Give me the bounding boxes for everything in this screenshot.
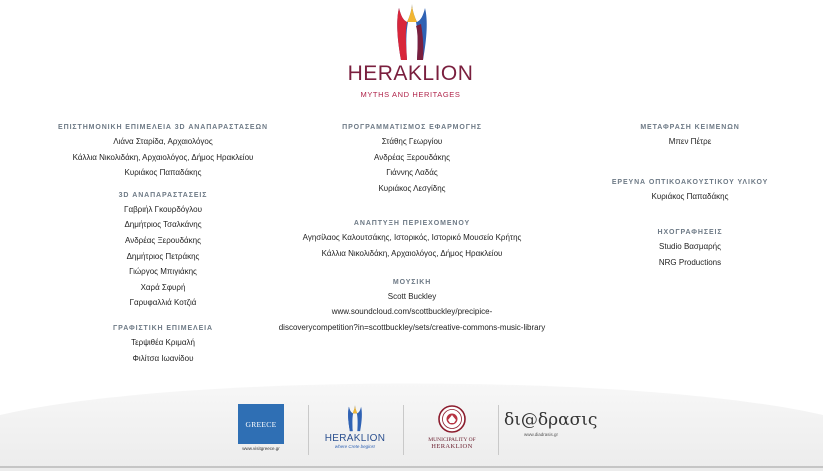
credit-line: NRG Productions — [658, 257, 722, 267]
credit-line: Κάλλια Νικολιδάκη, Αρχαιολόγος, Δήμος Ηρακλείου — [72, 152, 254, 162]
credit-line: Scott Buckley — [387, 291, 437, 301]
bottom-divider — [0, 466, 823, 468]
credit-line: Γιώργος Μπιγιάκης — [129, 267, 197, 277]
heading-graphic-design: ΓΡΑΦΙΣΤΙΚΗ ΕΠΙΜΕΛΕΙΑ — [113, 324, 213, 332]
heading-translation: ΜΕΤΑΦΡΑΣΗ ΚΕΙΜΕΝΩΝ — [640, 124, 740, 131]
music-link[interactable]: www.soundcloud.com/scottbuckley/precipice- — [331, 307, 493, 317]
heading-music: ΜΟΥΣΙΚΗ — [392, 278, 432, 286]
credit-line: Λιάνα Σταρίδα, Αρχαιολόγος — [113, 137, 213, 146]
credit-line: Αγησίλαος Καλουτσάκης, Ιστορικός, Ιστορικό Μουσείο Κρήτης — [302, 233, 522, 243]
credit-line: Φιλίτσα Ιωανίδου — [132, 353, 194, 363]
municipality-logo[interactable] — [412, 404, 492, 460]
heading-app-programming: ΠΡΟΓΡΑΜΜΑΤΙΣΜΟΣ ΕΦΑΡΜΟΓΗΣ — [342, 124, 482, 131]
greece-wordmark: GREECE — [245, 420, 277, 429]
diadrasis-logo[interactable] — [504, 410, 598, 456]
heraklion-logo — [0, 0, 823, 110]
heraklion-small-icon — [344, 404, 366, 432]
credit-line: Κυριάκος Λεσγίδης — [378, 183, 446, 193]
heading-3d-reconstructions: 3D ΑΝΑΠΑΡΑΣΤΑΣΕΙΣ — [118, 191, 208, 199]
municipality-line2: HERAKLION — [431, 443, 473, 450]
heading-audiovisual-research: ΕΡΕΥΝΑ ΟΠΤΙΚΟΑΚΟΥΣΤΙΚΟΥ ΥΛΙΚΟΥ — [611, 178, 769, 186]
heading-3d-scientific: ΕΠΙΣΤΗΜΟΝΙΚΗ ΕΠΙΜΕΛΕΙΑ 3D ΑΝΑΠΑΡΑΣΤΑΣΕΩΝ — [58, 124, 268, 131]
credit-line: Κυριάκος Παπαδάκης — [651, 191, 729, 201]
heraklion-footer-tagline: where Crete begins! — [334, 444, 376, 449]
footer-separator — [403, 405, 404, 455]
credit-line: Ανδρέας Ξερουδάκης — [125, 235, 201, 245]
visitgreece-logo[interactable] — [236, 404, 286, 460]
credit-line: Δημήτριος Τσαλκάνης — [124, 220, 202, 230]
municipality-seal-icon — [437, 404, 467, 434]
footer-separator — [498, 405, 499, 455]
credit-line: Δημήτριος Πετράκης — [126, 251, 200, 261]
credit-line: Κάλλια Νικολιδάκη, Αρχαιολόγος, Δήμος Ηρακλείου — [321, 248, 503, 258]
brand-title: HERAKLION — [347, 62, 474, 85]
credit-line: Γαρυφαλλιά Κοτζιά — [129, 298, 197, 308]
diadrasis-wordmark: δι@δρασις — [504, 410, 598, 430]
footer-separator — [308, 405, 309, 455]
credits-column-right — [570, 122, 810, 270]
visitgreece-url: www.visitgreece.gr — [242, 446, 280, 451]
credit-line: Στάθης Γεωργίου — [381, 137, 443, 146]
diadrasis-url: www.diadrasis.gr — [524, 432, 559, 437]
credit-line: Μπεν Πέτρε — [668, 137, 712, 146]
municipality-line1: MUNICIPALITY OF — [428, 437, 476, 443]
heraklion-h-icon — [390, 2, 434, 62]
credit-line: Γιάννης Λαδάς — [386, 168, 438, 178]
credit-line: Ανδρέας Ξερουδάκης — [374, 152, 450, 162]
heading-sound-recordings: ΗΧΟΓΡΑΦΗΣΕΙΣ — [657, 229, 723, 237]
credit-line: Χαρά Σφυρή — [140, 282, 186, 292]
heraklion-footer-name: HERAKLION — [324, 433, 386, 444]
credits-column-center — [262, 122, 562, 335]
heading-content-development: ΑΝΑΠΤΥΞΗ ΠΕΡΙΕΧΟΜΕΝΟΥ — [353, 220, 471, 228]
heraklion-footer-logo[interactable] — [318, 404, 392, 460]
music-link[interactable]: discoverycompetition?in=scottbuckley/sets/creative-commons-music-library — [278, 322, 546, 332]
brand-subtitle: MYTHS AND HERITAGES — [360, 90, 461, 99]
credit-line: Τερψιθέα Κριμαλή — [131, 337, 195, 347]
credit-line: Γαβριήλ Γκουρδόγλου — [124, 204, 202, 214]
credit-line: Κυριάκος Παπαδάκης — [124, 168, 202, 178]
credits-column-left — [45, 122, 281, 366]
credit-line: Studio Βασμαρής — [659, 242, 721, 252]
